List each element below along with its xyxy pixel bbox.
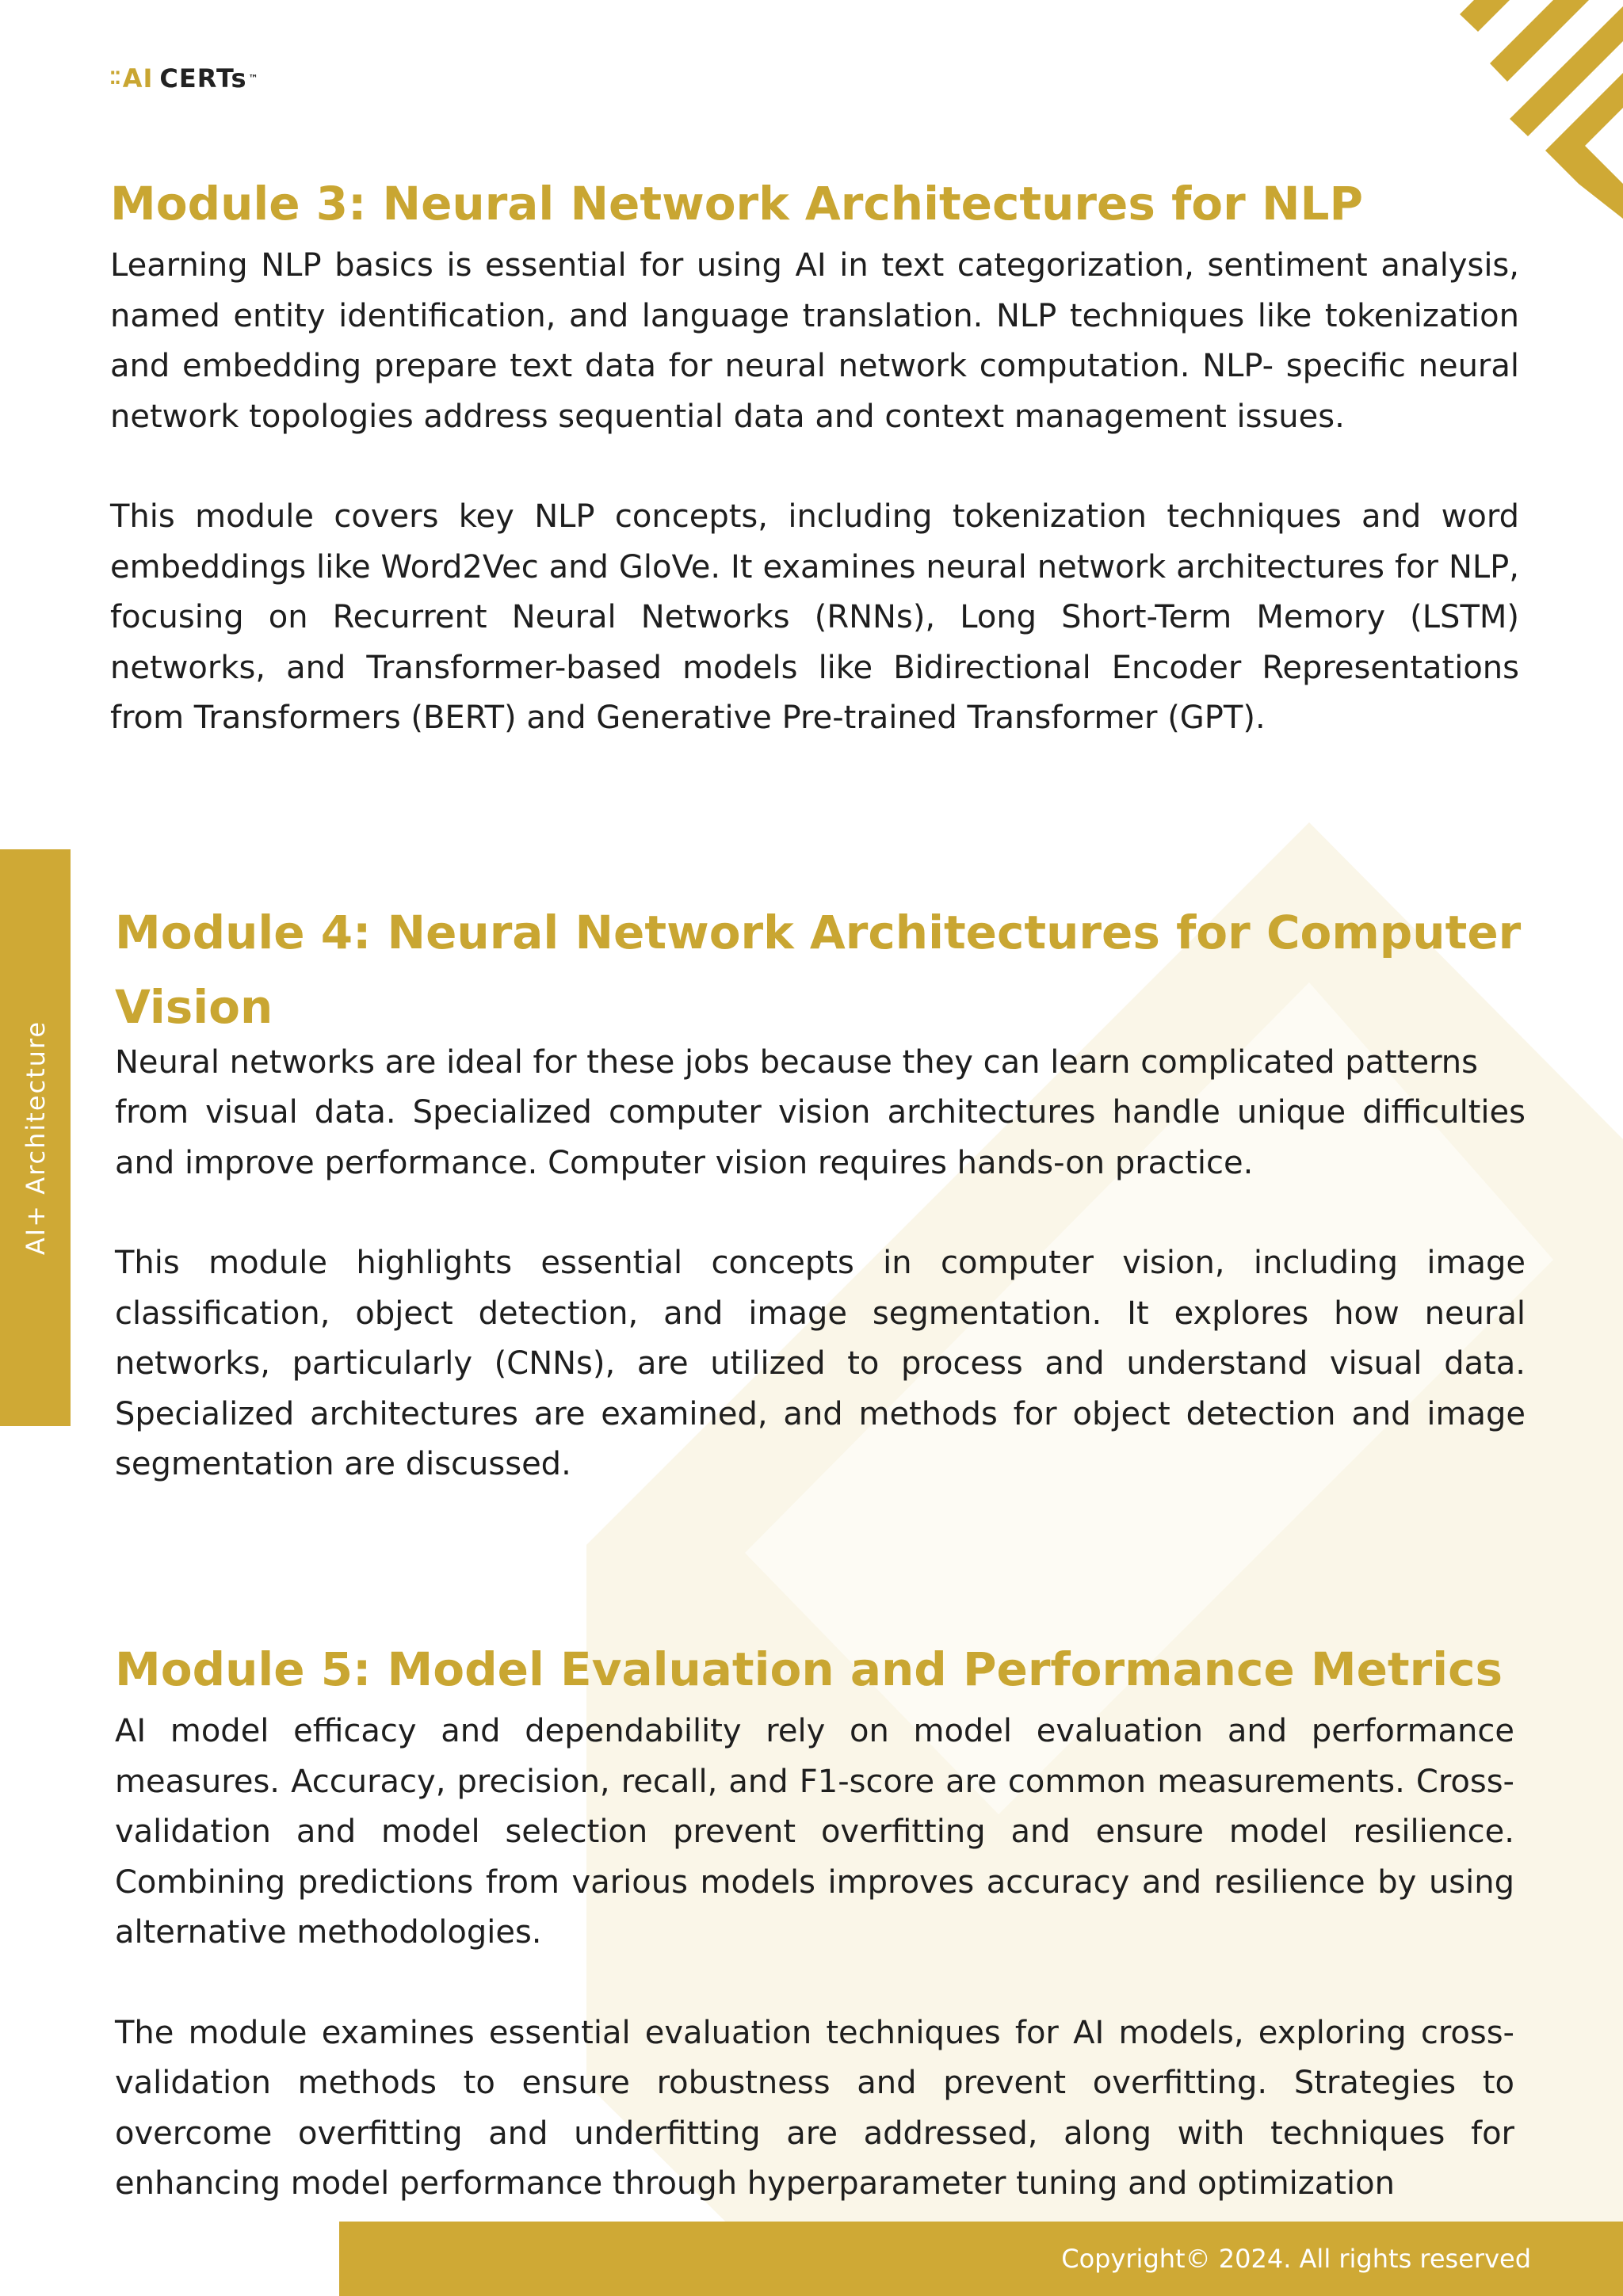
module-5-paragraph-2: The module examines essential evaluation techniques for AI models, exploring cross- validation methods to ensure robustness and prevent overfitting. Strategies to overcome overfitting and underfitting are addressed, along with techniques for enhancing model performance through hyperparameter tuning and optimization — [115, 2014, 1514, 2202]
side-tab — [0, 849, 71, 1426]
module-3-paragraph-1: Learning NLP basics is essential for using AI in text categorization, sentiment analysis, named entity identification, and language translation. NLP techniques like tokenization and embedding prepare text data for neural network computation. NLP- specific neural network topologies address sequential data and context management issues. — [110, 247, 1519, 435]
copyright-text: Copyright© 2024. All rights reserved — [1061, 2244, 1531, 2274]
module-4-title: Module 4: Neural Network Architectures for Computer Vision — [115, 906, 1522, 1034]
logo-certs-text: CERTs — [159, 63, 247, 93]
module-4-section — [115, 895, 1526, 1490]
module-3-title: Module 3: Neural Network Architectures for NLP — [110, 177, 1363, 231]
module-5-section — [115, 1632, 1514, 2210]
logo-trademark: ™ — [248, 73, 259, 84]
module-5-title: Module 5: Model Evaluation and Performance Metrics — [115, 1642, 1503, 1696]
side-tab-label: AI+ Architecture — [20, 1020, 51, 1256]
footer-bar — [339, 2222, 1623, 2296]
logo-ai-text: AI — [122, 63, 154, 93]
module-4-paragraph-2: This module highlights essential concepts in computer vision, including image classification, object detection, and image segmentation. It explores how neural networks, particularly (CNNs), are utilized to process and understand visual data. Specialized architectures are examined, and methods for object detection and image segmentation are discussed. — [115, 1245, 1526, 1482]
module-3-section — [110, 166, 1519, 744]
module-4-paragraph-1a: Neural networks are ideal for these jobs because they can learn complicated patterns — [115, 1044, 1478, 1081]
aicerts-logo — [109, 63, 259, 93]
logo-mark-icon: ⁚⁚ — [109, 68, 120, 89]
module-3-paragraph-2: This module covers key NLP concepts, including tokenization techniques and word embeddings like Word2Vec and GloVe. It examines neural network architectures for NLP, focusing on Recurrent Neural Networks (RNNs), Long Short-Term Memory (LSTM) networks, and Transformer-based models like Bidirectional Encoder Representations from Transformers (BERT) and Generative Pre-trained Transformer (GPT). — [110, 498, 1519, 736]
module-5-paragraph-1: AI model efficacy and dependability rely on model evaluation and performance measures. Accuracy, precision, recall, and F1-score are common measurements. Cross-validation and model selection prevent overfitting and ensure model resilience. Combining predictions from various models improves accuracy and resilience by using alternative methodologies. — [115, 1713, 1514, 1951]
module-4-paragraph-1b: from visual data. Specialized computer vision architectures handle unique difficulties and improve performance. Computer vision requires hands-on practice. — [115, 1094, 1526, 1181]
